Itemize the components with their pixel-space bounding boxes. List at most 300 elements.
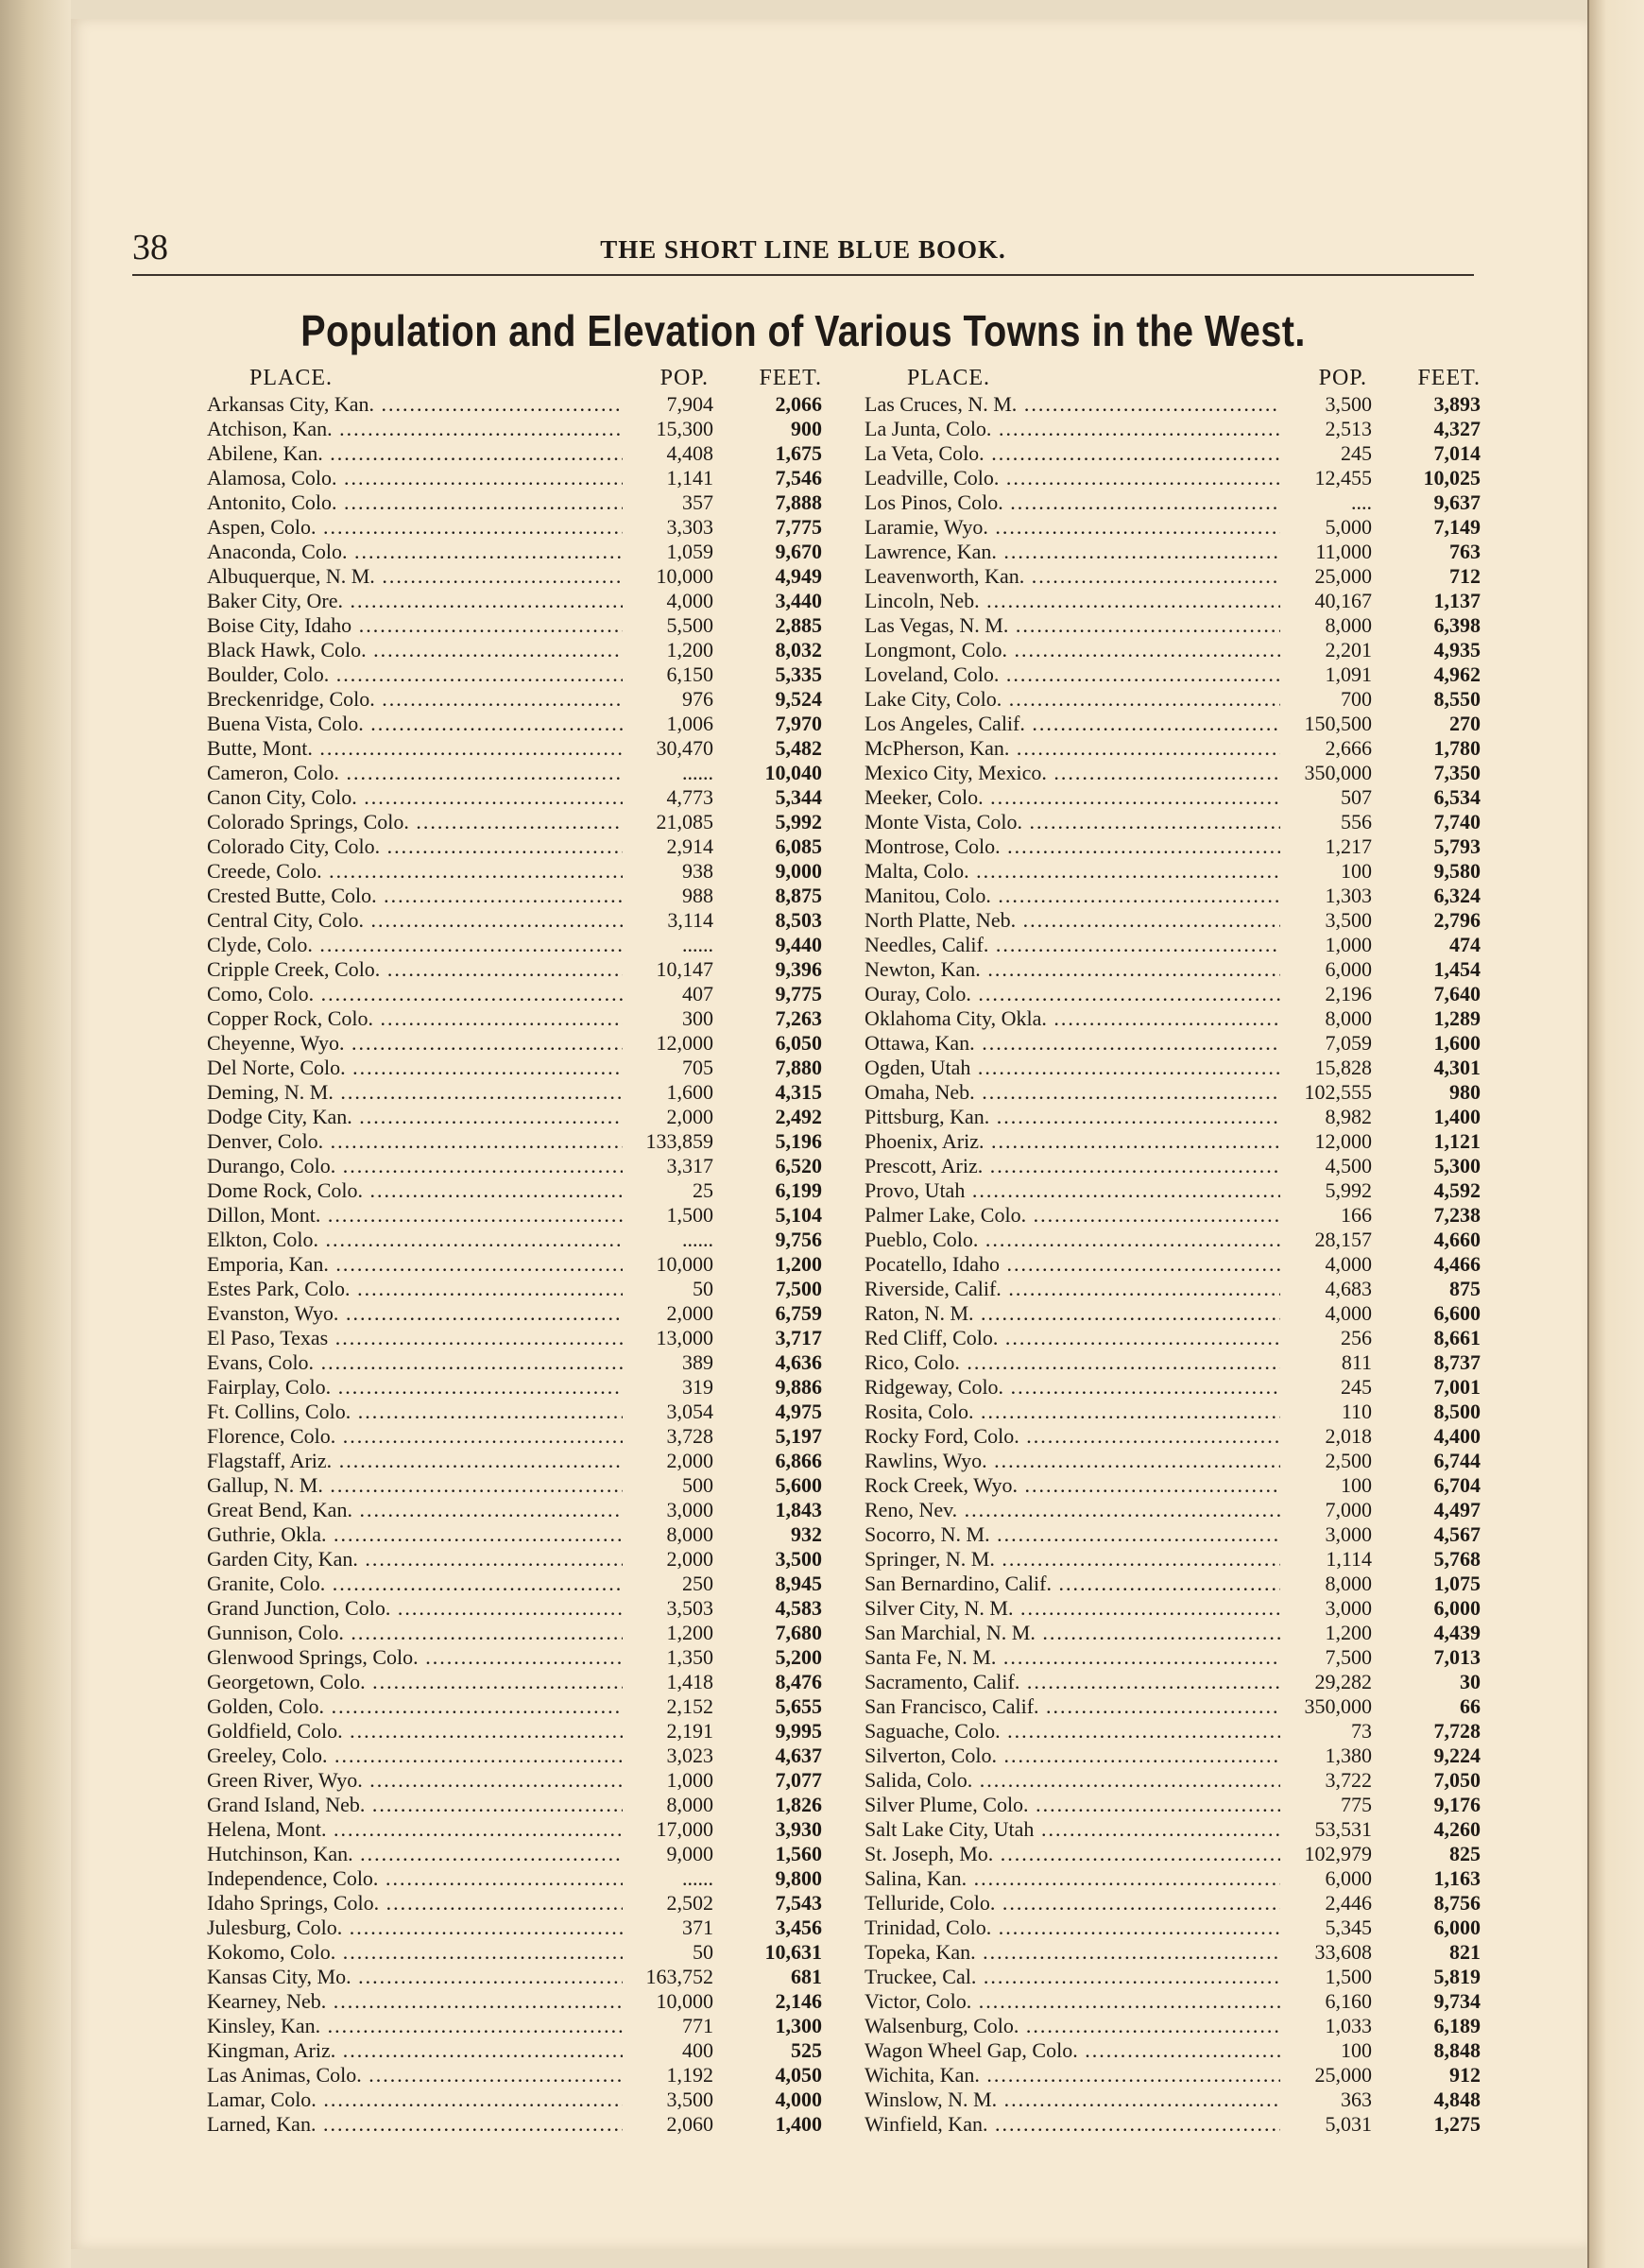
table-row xyxy=(207,466,822,490)
pop-cell: 166 xyxy=(1335,1203,1372,1228)
table-row xyxy=(207,736,822,761)
table-row xyxy=(865,1817,1481,1842)
feet-cell: 4,050 xyxy=(775,2063,822,2087)
place-cell: Elkton, Colo. ..... xyxy=(207,1228,623,1252)
place-cell: Walsenburg, Colo. ..... xyxy=(865,2014,1280,2038)
feet-cell: 8,848 xyxy=(1433,2038,1481,2062)
feet-cell: 5,300 xyxy=(1433,1154,1481,1177)
place-cell: Santa Fe, N. M. ..... xyxy=(865,1645,1280,1670)
feet-cell: 763 xyxy=(1449,540,1481,563)
pop-cell: 2,000 xyxy=(661,1301,714,1326)
place-cell: Larned, Kan. ..... xyxy=(207,2112,623,2137)
table-row xyxy=(865,1572,1481,1596)
pop-cell: 17,000 xyxy=(651,1817,714,1842)
pop-cell: 8,000 xyxy=(1320,613,1373,638)
pop-cell: 8,982 xyxy=(1320,1105,1373,1129)
feet-cell: 3,456 xyxy=(775,1916,822,1939)
pop-header: POP. xyxy=(659,366,709,390)
table-row xyxy=(865,1203,1481,1228)
table-row xyxy=(865,589,1481,613)
place-cell: Montrose, Colo. ..... xyxy=(865,834,1280,859)
feet-cell: 6,704 xyxy=(1433,1473,1481,1497)
place-cell: Winslow, N. M. ..... xyxy=(865,2088,1280,2112)
pop-cell: 10,000 xyxy=(651,564,714,589)
place-cell: Newton, Kan. ..... xyxy=(865,957,1280,982)
place-cell: Estes Park, Colo. ..... xyxy=(207,1277,623,1301)
place-cell: Anaconda, Colo. ..... xyxy=(207,540,623,564)
table-row xyxy=(207,810,822,834)
place-cell: Provo, Utah ..... xyxy=(865,1178,1280,1203)
place-cell: Silver City, N. M. ..... xyxy=(865,1596,1280,1621)
place-cell: Truckee, Cal. ..... xyxy=(865,1965,1280,1989)
feet-header: FEET. xyxy=(1417,366,1481,390)
feet-cell: 1,400 xyxy=(775,2112,822,2136)
table-row xyxy=(865,1645,1481,1670)
place-cell: McPherson, Kan. ..... xyxy=(865,736,1280,761)
place-cell: Ouray, Colo. ..... xyxy=(865,982,1280,1006)
feet-cell: 5,992 xyxy=(775,810,822,833)
pop-cell: 3,000 xyxy=(1320,1596,1373,1621)
table-row xyxy=(865,1596,1481,1621)
place-cell: North Platte, Neb. ..... xyxy=(865,908,1280,933)
place-cell: Rosita, Colo. ..... xyxy=(865,1400,1280,1424)
table-row xyxy=(207,540,822,564)
place-cell: Black Hawk, Colo. ..... xyxy=(207,638,623,662)
pop-cell: 10,000 xyxy=(651,1989,714,2014)
place-header: PLACE. xyxy=(249,366,334,390)
pop-cell: 1,114 xyxy=(1320,1547,1372,1572)
pop-cell: 2,152 xyxy=(661,1694,714,1719)
feet-cell: 9,224 xyxy=(1433,1744,1481,1767)
table-row xyxy=(865,1326,1481,1350)
place-cell: Helena, Mont. ..... xyxy=(207,1817,623,1842)
place-cell: Omaha, Neb. ..... xyxy=(865,1080,1280,1105)
table-row xyxy=(865,1621,1481,1645)
place-cell: Lake City, Colo. ..... xyxy=(865,687,1280,712)
feet-cell: 5,600 xyxy=(775,1473,822,1497)
pop-cell: 400 xyxy=(676,2038,713,2063)
pop-cell: 7,904 xyxy=(661,392,714,417)
place-cell: Silverton, Colo. ..... xyxy=(865,1744,1280,1768)
feet-cell: 3,440 xyxy=(775,589,822,612)
table-body-left xyxy=(207,392,822,2137)
pop-cell: 938 xyxy=(676,859,713,884)
feet-cell: 825 xyxy=(1449,1842,1481,1865)
place-cell: Clyde, Colo. ..... xyxy=(207,933,623,957)
place-cell: Topeka, Kan. ..... xyxy=(865,1940,1280,1965)
feet-cell: 1,400 xyxy=(1433,1105,1481,1128)
feet-cell: 4,975 xyxy=(775,1400,822,1423)
table-row xyxy=(865,515,1481,540)
place-cell: Lincoln, Neb. ..... xyxy=(865,589,1280,613)
pop-cell: 3,500 xyxy=(661,2088,714,2112)
pop-cell: 357 xyxy=(676,490,713,515)
pop-cell: 6,160 xyxy=(1320,1989,1373,2014)
pop-cell: 110 xyxy=(1336,1400,1372,1424)
pop-cell: 1,033 xyxy=(1320,2014,1373,2038)
place-cell: Great Bend, Kan. ..... xyxy=(207,1498,623,1522)
place-cell: Cameron, Colo. ..... xyxy=(207,761,623,785)
pop-cell: 407 xyxy=(676,982,713,1006)
pop-cell: 700 xyxy=(1335,687,1372,712)
feet-cell: 1,600 xyxy=(1433,1031,1481,1055)
table-row xyxy=(865,1301,1481,1326)
feet-cell: 7,013 xyxy=(1433,1645,1481,1669)
table-row xyxy=(865,564,1481,589)
place-cell: Socorro, N. M. ..... xyxy=(865,1522,1280,1547)
place-cell: Malta, Colo. ..... xyxy=(865,859,1280,884)
place-cell: Creede, Colo. ..... xyxy=(207,859,623,884)
table-row xyxy=(865,859,1481,884)
place-cell: Independence, Colo. ..... xyxy=(207,1866,623,1891)
feet-cell: 8,756 xyxy=(1433,1891,1481,1915)
feet-cell: 6,744 xyxy=(1433,1449,1481,1472)
table-row xyxy=(207,1031,822,1056)
table-row xyxy=(865,1178,1481,1203)
table-row xyxy=(207,490,822,515)
table-row xyxy=(865,933,1481,957)
place-cell: Colorado City, Colo. ..... xyxy=(207,834,623,859)
place-cell: Boulder, Colo. ..... xyxy=(207,662,623,687)
place-cell: La Junta, Colo. ..... xyxy=(865,417,1280,441)
place-cell: Evans, Colo. ..... xyxy=(207,1350,623,1375)
feet-cell: 9,734 xyxy=(1433,1989,1481,2013)
pop-cell: 3,000 xyxy=(661,1498,714,1522)
feet-cell: 1,675 xyxy=(775,441,822,465)
table-row xyxy=(207,1350,822,1375)
feet-cell: 9,524 xyxy=(775,687,822,711)
feet-cell: 4,000 xyxy=(775,2088,822,2111)
place-cell: Alamosa, Colo. ..... xyxy=(207,466,623,490)
pop-cell: 12,000 xyxy=(1310,1129,1373,1154)
pop-cell: 556 xyxy=(1335,810,1372,834)
table-row xyxy=(865,1866,1481,1891)
table-row xyxy=(865,1498,1481,1522)
place-cell: Aspen, Colo. ..... xyxy=(207,515,623,540)
pop-cell: 163,752 xyxy=(641,1965,714,1989)
feet-cell: 6,534 xyxy=(1433,785,1481,809)
pop-cell: 500 xyxy=(676,1473,713,1498)
feet-cell: 10,040 xyxy=(764,761,822,784)
feet-cell: 9,995 xyxy=(775,1719,822,1743)
place-cell: Las Vegas, N. M. ..... xyxy=(865,613,1280,638)
feet-cell: 7,880 xyxy=(775,1056,822,1079)
pop-cell: 100 xyxy=(1335,1473,1372,1498)
table-row xyxy=(865,1400,1481,1424)
pop-cell: 2,191 xyxy=(661,1719,714,1744)
pop-cell: 811 xyxy=(1336,1350,1372,1375)
feet-cell: 7,350 xyxy=(1433,761,1481,784)
table-row xyxy=(865,908,1481,933)
pop-cell: ...... xyxy=(676,1228,713,1252)
table-row xyxy=(207,392,822,417)
feet-cell: 6,866 xyxy=(775,1449,822,1472)
pop-cell: 28,157 xyxy=(1310,1228,1373,1252)
table-row xyxy=(207,1129,822,1154)
feet-cell: 8,503 xyxy=(775,908,822,932)
table-row xyxy=(207,1793,822,1817)
place-cell: Rock Creek, Wyo. ..... xyxy=(865,1473,1280,1498)
pop-cell: 25 xyxy=(687,1178,713,1203)
table-row xyxy=(207,1744,822,1768)
pop-cell: 3,500 xyxy=(1320,392,1373,417)
pop-cell: 1,303 xyxy=(1320,884,1373,908)
place-cell: Pittsburg, Kan. ..... xyxy=(865,1105,1280,1129)
table-row xyxy=(865,540,1481,564)
feet-cell: 8,737 xyxy=(1433,1350,1481,1374)
feet-cell: 5,768 xyxy=(1433,1547,1481,1571)
table-row xyxy=(865,884,1481,908)
place-cell: Deming, N. M. ..... xyxy=(207,1080,623,1105)
place-cell: Palmer Lake, Colo. ..... xyxy=(865,1203,1280,1228)
place-cell: Granite, Colo. ..... xyxy=(207,1572,623,1596)
pop-cell: 2,018 xyxy=(1320,1424,1373,1449)
table-row xyxy=(865,785,1481,810)
table-row xyxy=(865,1694,1481,1719)
column-header xyxy=(865,364,1481,392)
place-cell: Idaho Springs, Colo. ..... xyxy=(207,1891,623,1916)
feet-cell: 7,500 xyxy=(775,1277,822,1300)
table-row xyxy=(865,1424,1481,1449)
feet-cell: 7,728 xyxy=(1433,1719,1481,1743)
pop-cell: 3,303 xyxy=(661,515,714,540)
feet-cell: 7,014 xyxy=(1433,441,1481,465)
place-cell: Del Norte, Colo. ..... xyxy=(207,1056,623,1080)
table-row xyxy=(207,1621,822,1645)
feet-cell: 1,826 xyxy=(775,1793,822,1816)
pop-cell: 3,054 xyxy=(661,1400,714,1424)
pop-cell: 150,500 xyxy=(1299,712,1373,736)
feet-cell: 5,793 xyxy=(1433,834,1481,858)
pop-cell: 2,000 xyxy=(661,1547,714,1572)
pop-cell: 1,059 xyxy=(661,540,714,564)
feet-cell: 30 xyxy=(1460,1670,1481,1693)
feet-cell: 9,440 xyxy=(775,933,822,956)
pop-cell: 1,500 xyxy=(661,1203,714,1228)
place-cell: Needles, Calif. ..... xyxy=(865,933,1280,957)
feet-cell: 10,025 xyxy=(1423,466,1481,490)
place-cell: Atchison, Kan. ..... xyxy=(207,417,623,441)
feet-cell: 4,636 xyxy=(775,1350,822,1374)
table-row xyxy=(207,1891,822,1916)
feet-cell: 8,945 xyxy=(775,1572,822,1595)
pop-cell: 3,500 xyxy=(1320,908,1373,933)
pop-cell: 29,282 xyxy=(1310,1670,1373,1694)
pop-cell: 256 xyxy=(1335,1326,1372,1350)
pop-cell: 363 xyxy=(1335,2088,1372,2112)
table-row xyxy=(865,1129,1481,1154)
table-row xyxy=(207,1178,822,1203)
table-row xyxy=(865,1252,1481,1277)
table-row xyxy=(865,2112,1481,2137)
place-cell: Reno, Nev. ..... xyxy=(865,1498,1280,1522)
feet-header: FEET. xyxy=(759,366,822,390)
feet-cell: 7,888 xyxy=(775,490,822,514)
place-cell: Lawrence, Kan. ..... xyxy=(865,540,1280,564)
place-cell: El Paso, Texas ..... xyxy=(207,1326,623,1350)
pop-cell: .... xyxy=(1345,490,1372,515)
pop-cell: 102,979 xyxy=(1299,1842,1373,1866)
pop-cell: 102,555 xyxy=(1299,1080,1373,1105)
table-row xyxy=(207,1694,822,1719)
table-row xyxy=(865,490,1481,515)
place-cell: Goldfield, Colo. ..... xyxy=(207,1719,623,1744)
table-row xyxy=(207,761,822,785)
table-row xyxy=(207,859,822,884)
feet-cell: 4,637 xyxy=(775,1744,822,1767)
place-cell: Arkansas City, Kan. ..... xyxy=(207,392,623,417)
table-row xyxy=(865,2038,1481,2063)
place-cell: Crested Butte, Colo. ..... xyxy=(207,884,623,908)
pop-cell: 1,200 xyxy=(1320,1621,1373,1645)
pop-cell: 1,000 xyxy=(661,1768,714,1793)
place-cell: Gunnison, Colo. ..... xyxy=(207,1621,623,1645)
feet-cell: 6,520 xyxy=(775,1154,822,1177)
pop-cell: 7,500 xyxy=(1320,1645,1373,1670)
table-row xyxy=(207,1080,822,1105)
place-cell: Wagon Wheel Gap, Colo. ..... xyxy=(865,2038,1280,2063)
table-row xyxy=(865,1277,1481,1301)
pop-cell: 30,470 xyxy=(651,736,714,761)
place-cell: Los Angeles, Calif. ..... xyxy=(865,712,1280,736)
table-row xyxy=(207,687,822,712)
pop-cell: 9,000 xyxy=(661,1842,714,1866)
page-number: 38 xyxy=(132,228,168,267)
place-cell: Gallup, N. M. ..... xyxy=(207,1473,623,1498)
feet-cell: 6,398 xyxy=(1433,613,1481,637)
table-row xyxy=(207,564,822,589)
column-header xyxy=(207,364,822,392)
table-row xyxy=(865,982,1481,1006)
place-cell: Raton, N. M. ..... xyxy=(865,1301,1280,1326)
pop-cell: 10,000 xyxy=(651,1252,714,1277)
place-cell: Dillon, Mont. ..... xyxy=(207,1203,623,1228)
table-row xyxy=(207,1326,822,1350)
pop-cell: 771 xyxy=(676,2014,713,2038)
feet-cell: 7,149 xyxy=(1433,515,1481,539)
place-cell: Phoenix, Ariz. ..... xyxy=(865,1129,1280,1154)
table-row xyxy=(865,1768,1481,1793)
table-row xyxy=(207,638,822,662)
table-row xyxy=(865,957,1481,982)
place-cell: Greeley, Colo. ..... xyxy=(207,1744,623,1768)
pop-cell: 350,000 xyxy=(1299,761,1373,785)
feet-cell: 3,500 xyxy=(775,1547,822,1571)
feet-cell: 6,189 xyxy=(1433,2014,1481,2037)
feet-cell: 5,819 xyxy=(1433,1965,1481,1988)
place-cell: Telluride, Colo. ..... xyxy=(865,1891,1280,1916)
table-row xyxy=(865,1006,1481,1031)
place-cell: Garden City, Kan. ..... xyxy=(207,1547,623,1572)
feet-cell: 7,680 xyxy=(775,1621,822,1644)
table-row xyxy=(865,1965,1481,1989)
table-column-left xyxy=(207,364,822,2137)
feet-cell: 5,196 xyxy=(775,1129,822,1153)
pop-cell: 5,000 xyxy=(1320,515,1373,540)
place-cell: Salina, Kan. ..... xyxy=(865,1866,1280,1891)
place-cell: Monte Vista, Colo. ..... xyxy=(865,810,1280,834)
pop-cell: 73 xyxy=(1345,1719,1372,1744)
place-cell: Pocatello, Idaho ..... xyxy=(865,1252,1280,1277)
place-header: PLACE. xyxy=(907,366,991,390)
place-cell: Kinsley, Kan. ..... xyxy=(207,2014,623,2038)
table-row xyxy=(207,1301,822,1326)
table-row xyxy=(207,957,822,982)
pop-cell: 13,000 xyxy=(651,1326,714,1350)
pop-cell: 50 xyxy=(687,1277,713,1301)
place-cell: Sacramento, Calif. ..... xyxy=(865,1670,1280,1694)
table-row xyxy=(207,785,822,810)
table-row xyxy=(207,2063,822,2088)
table-row xyxy=(207,1670,822,1694)
pop-cell: 1,418 xyxy=(661,1670,714,1694)
table-row xyxy=(207,1866,822,1891)
pop-cell: 12,000 xyxy=(651,1031,714,1056)
table-row xyxy=(207,1228,822,1252)
table-row xyxy=(207,884,822,908)
feet-cell: 525 xyxy=(791,2038,822,2062)
feet-cell: 7,050 xyxy=(1433,1768,1481,1792)
feet-cell: 6,000 xyxy=(1433,1596,1481,1620)
table-row xyxy=(865,1719,1481,1744)
table-row xyxy=(865,1056,1481,1080)
table-row xyxy=(865,2063,1481,2088)
pop-cell: 7,059 xyxy=(1320,1031,1373,1056)
pop-cell: 1,217 xyxy=(1320,834,1373,859)
table-row xyxy=(207,2088,822,2112)
place-cell: Boise City, Idaho ..... xyxy=(207,613,623,638)
pop-cell: 250 xyxy=(676,1572,713,1596)
pop-cell: 1,091 xyxy=(1320,662,1373,687)
pop-cell: 8,000 xyxy=(661,1793,714,1817)
table-row xyxy=(207,1375,822,1400)
next-page-edge xyxy=(1587,0,1644,2268)
table-row xyxy=(207,1719,822,1744)
feet-cell: 4,327 xyxy=(1433,417,1481,440)
place-cell: Las Animas, Colo. ..... xyxy=(207,2063,623,2088)
pop-cell: 1,192 xyxy=(661,2063,714,2088)
place-cell: Ft. Collins, Colo. ..... xyxy=(207,1400,623,1424)
table-row xyxy=(865,1031,1481,1056)
place-cell: Hutchinson, Kan. ..... xyxy=(207,1842,623,1866)
place-cell: Guthrie, Okla. ..... xyxy=(207,1522,623,1547)
pop-cell: 245 xyxy=(1335,441,1372,466)
pop-cell: 2,060 xyxy=(661,2112,714,2137)
pop-cell: 2,000 xyxy=(661,1105,714,1129)
place-cell: Denver, Colo. ..... xyxy=(207,1129,623,1154)
place-cell: San Francisco, Calif. ..... xyxy=(865,1694,1280,1719)
feet-cell: 9,580 xyxy=(1433,859,1481,883)
place-cell: Green River, Wyo. ..... xyxy=(207,1768,623,1793)
feet-cell: 7,238 xyxy=(1433,1203,1481,1227)
pop-cell: 5,992 xyxy=(1320,1178,1373,1203)
pop-cell: 2,201 xyxy=(1320,638,1373,662)
table-row xyxy=(865,2014,1481,2038)
table-row xyxy=(865,2088,1481,2112)
pop-cell: 4,500 xyxy=(1320,1154,1373,1178)
feet-cell: 712 xyxy=(1449,564,1481,588)
pop-cell: 3,023 xyxy=(661,1744,714,1768)
table-row xyxy=(865,1473,1481,1498)
feet-cell: 681 xyxy=(791,1965,822,1988)
pop-cell: 100 xyxy=(1335,2038,1372,2063)
feet-cell: 9,000 xyxy=(775,859,822,883)
feet-cell: 2,796 xyxy=(1433,908,1481,932)
place-cell: Rico, Colo. ..... xyxy=(865,1350,1280,1375)
feet-cell: 4,962 xyxy=(1433,662,1481,686)
pop-cell: 705 xyxy=(676,1056,713,1080)
place-cell: Mexico City, Mexico. ..... xyxy=(865,761,1280,785)
